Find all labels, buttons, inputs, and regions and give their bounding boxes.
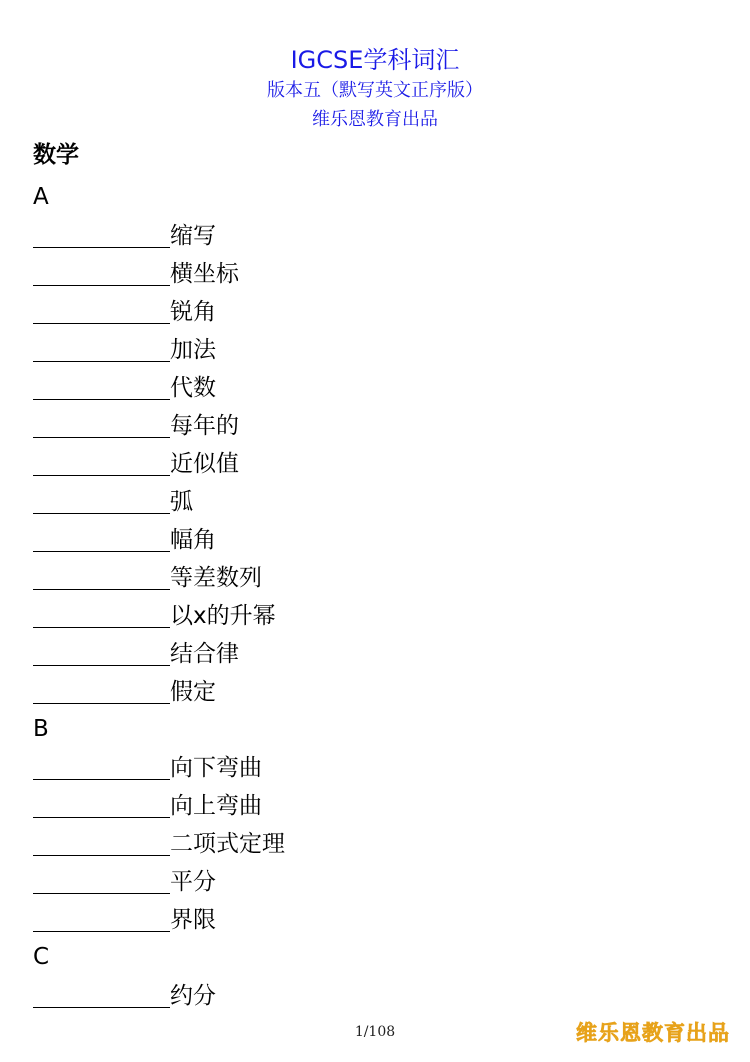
- vocab-row: [33, 292, 285, 330]
- document-subtitle: 版本五（默写英文正序版）: [267, 80, 483, 101]
- vocab-row: [33, 558, 285, 596]
- answer-blank[interactable]: [33, 751, 170, 780]
- chinese-term: 约分: [170, 983, 216, 1009]
- answer-blank[interactable]: [33, 371, 170, 400]
- answer-blank[interactable]: [33, 485, 170, 514]
- chinese-term: 向下弯曲: [170, 755, 262, 781]
- answer-blank[interactable]: [33, 599, 170, 628]
- chinese-term: 弧: [170, 489, 193, 515]
- section-letter: A: [33, 184, 49, 210]
- chinese-term: 代数: [170, 375, 216, 401]
- chinese-term: 近似值: [170, 451, 239, 477]
- vocab-row: [33, 862, 285, 900]
- answer-blank[interactable]: [33, 409, 170, 438]
- vocab-row: [33, 520, 285, 558]
- vocab-row: [33, 672, 285, 710]
- answer-blank[interactable]: [33, 637, 170, 666]
- chinese-term: 二项式定理: [170, 831, 285, 857]
- section-b: [33, 710, 285, 938]
- answer-blank[interactable]: [33, 675, 170, 704]
- vocab-row: [33, 824, 285, 862]
- subject-heading: 数学: [33, 142, 79, 168]
- answer-blank[interactable]: [33, 523, 170, 552]
- section-letter: C: [33, 944, 50, 970]
- chinese-term: 缩写: [170, 223, 216, 249]
- answer-blank[interactable]: [33, 979, 170, 1008]
- publisher-watermark: 维乐恩教育出品: [576, 1021, 730, 1045]
- chinese-term: 加法: [170, 337, 216, 363]
- section-c: [33, 938, 285, 1014]
- vocab-row: [33, 786, 285, 824]
- vocab-row: [33, 748, 285, 786]
- vocab-row: [33, 444, 285, 482]
- answer-blank[interactable]: [33, 333, 170, 362]
- vocab-row: [33, 482, 285, 520]
- page-number: 1/108: [354, 1024, 396, 1040]
- chinese-term: 每年的: [170, 413, 239, 439]
- chinese-term: 结合律: [170, 641, 239, 667]
- answer-blank[interactable]: [33, 447, 170, 476]
- chinese-term: 锐角: [170, 299, 216, 325]
- vocab-row: [33, 406, 285, 444]
- vocab-row: [33, 330, 285, 368]
- answer-blank[interactable]: [33, 903, 170, 932]
- vocab-row: [33, 900, 285, 938]
- vocab-row: [33, 254, 285, 292]
- chinese-term: 幅角: [170, 527, 216, 553]
- chinese-term: 假定: [170, 679, 216, 705]
- chinese-term: 横坐标: [170, 261, 239, 287]
- chinese-term: 以x的升幂: [170, 603, 276, 629]
- chinese-term: 界限: [170, 907, 216, 933]
- answer-blank[interactable]: [33, 257, 170, 286]
- chinese-term: 向上弯曲: [170, 793, 262, 819]
- publisher-line: 维乐恩教育出品: [312, 109, 438, 130]
- vocabulary-list: [33, 178, 285, 1014]
- answer-blank[interactable]: [33, 789, 170, 818]
- answer-blank[interactable]: [33, 827, 170, 856]
- section-letter: B: [33, 716, 49, 742]
- answer-blank[interactable]: [33, 219, 170, 248]
- vocab-row: [33, 976, 285, 1014]
- answer-blank[interactable]: [33, 561, 170, 590]
- chinese-term: 等差数列: [170, 565, 262, 591]
- section-a: [33, 178, 285, 710]
- vocab-row: [33, 368, 285, 406]
- vocab-row: [33, 634, 285, 672]
- document-title: IGCSE学科词汇: [290, 46, 460, 74]
- vocab-row: [33, 216, 285, 254]
- chinese-term: 平分: [170, 869, 216, 895]
- answer-blank[interactable]: [33, 295, 170, 324]
- vocab-row: [33, 596, 285, 634]
- answer-blank[interactable]: [33, 865, 170, 894]
